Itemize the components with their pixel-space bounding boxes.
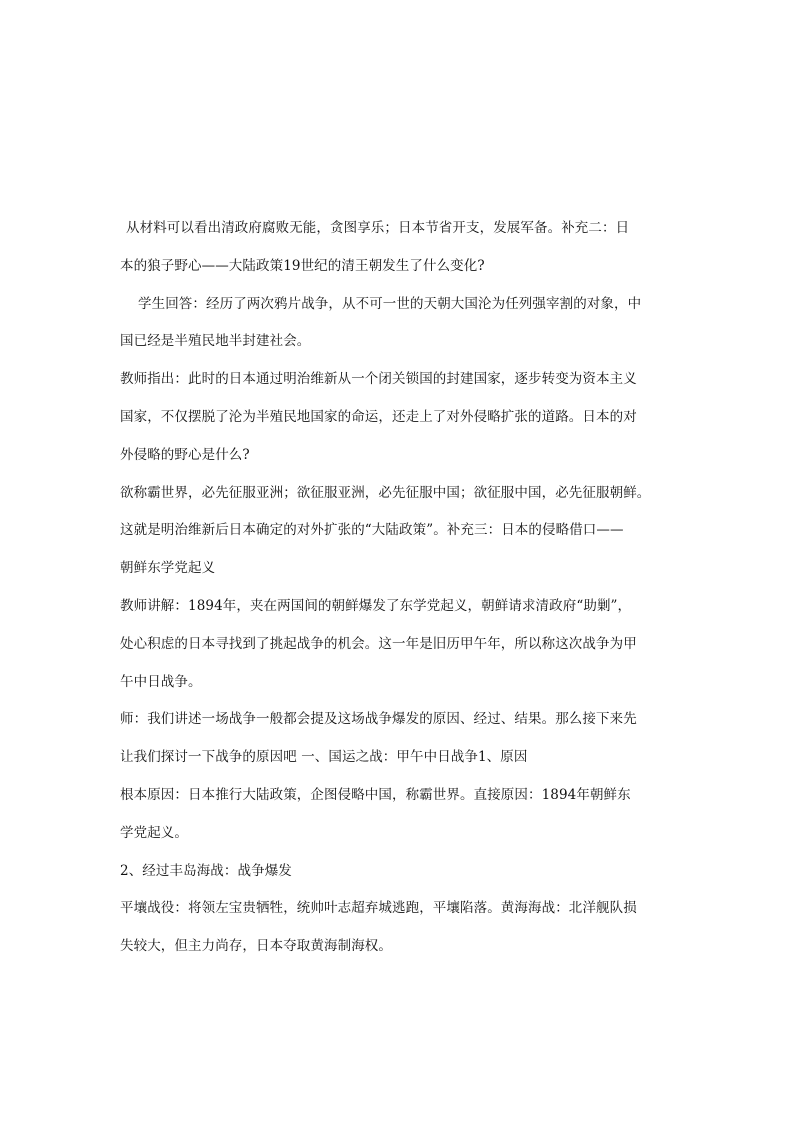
text-line: 学生回答：经历了两次鸦片战争，从不可一世的天朝大国沦为任列强宰割的对象，中: [138, 295, 642, 312]
text-line: 本的狼子野心——大陆政策19世纪的清王朝发生了什么变化?: [120, 257, 485, 274]
text-line: 午中日战争。: [120, 673, 202, 690]
text-line: 教师讲解：1894年，夹在两国间的朝鲜爆发了东学党起义，朝鲜请求清政府“助剿”，: [120, 597, 632, 614]
text-line: 欲称霸世界，必先征服亚洲；欲征服亚洲，必先征服中国；欲征服中国，必先征服朝鲜。: [120, 484, 651, 501]
text-line: 外侵略的野心是什么?: [120, 446, 250, 463]
text-line: 让我们探讨一下战争的原因吧 一、国运之战：甲午中日战争1、原因: [120, 749, 528, 766]
text-line: 师：我们讲述一场战争一般都会提及这场战争爆发的原因、经过、结果。那么接下来先: [120, 711, 637, 728]
text-line: 国已经是半殖民地半封建社会。: [120, 333, 311, 350]
text-line: 2、经过丰岛海战：战争爆发: [120, 862, 292, 879]
text-line: 失较大，但主力尚存，日本夺取黄海制海权。: [120, 938, 392, 955]
text-line: 教师指出：此时的日本通过明治维新从一个闭关锁国的封建国家，逐步转变为资本主义: [120, 371, 637, 388]
document-body: [120, 218, 680, 974]
text-line: 处心积虑的日本寻找到了挑起战争的机会。这一年是旧历甲午年，所以称这次战争为甲: [120, 635, 637, 652]
text-line: 国家，不仅摆脱了沦为半殖民地国家的命运，还走上了对外侵略扩张的道路。日本的对: [120, 408, 637, 425]
text-line: 从材料可以看出清政府腐败无能，贪图享乐；日本节省开支，发展军备。补充二：日: [126, 220, 630, 236]
text-line: 学党起义。: [120, 824, 188, 841]
text-line: 平壤战役：将领左宝贵牺牲，统帅叶志超弃城逃跑，平壤陷落。黄海海战：北洋舰队损: [120, 900, 637, 917]
text-line: 根本原因：日本推行大陆政策，企图侵略中国，称霸世界。直接原因：1894年朝鲜东: [120, 786, 631, 803]
text-line: 朝鲜东学党起义: [120, 560, 216, 577]
text-line: 这就是明治维新后日本确定的对外扩张的“大陆政策”。补充三：日本的侵略借口——: [120, 522, 624, 539]
